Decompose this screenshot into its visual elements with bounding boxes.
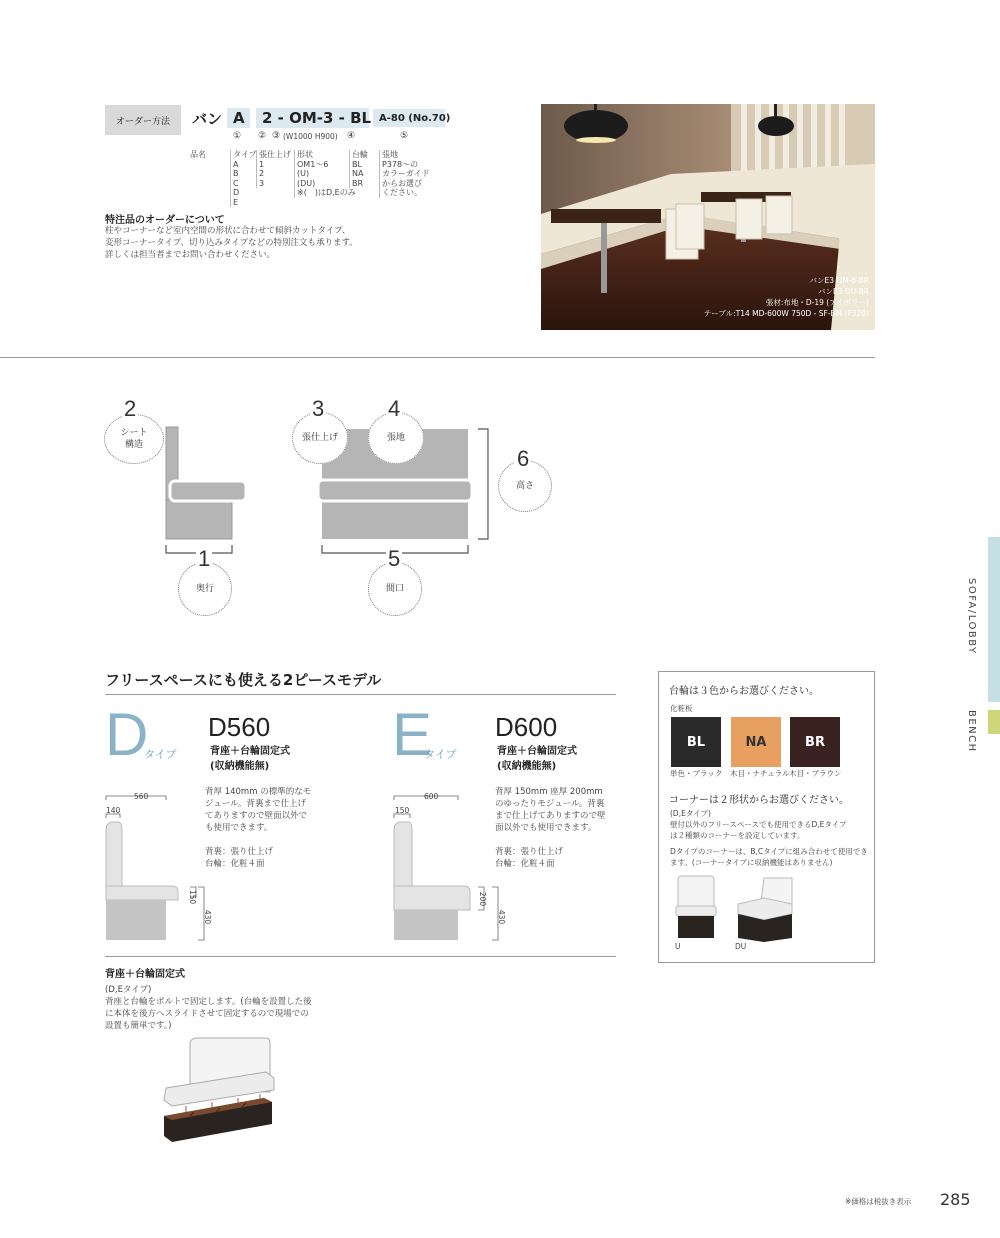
model-e-code: D600 [495,712,558,742]
model-e-desc-3: まで仕上げてありますので壁 [495,811,606,821]
corner-line-1: 壁付以外のフリースペースでも使用できるD,Eタイプ [670,820,847,829]
model-e-sub2: (収納機能無) [497,761,557,772]
front-seat-shape [318,480,472,501]
marker-5: ⑤ [400,131,409,141]
sidebar-subcategory: BENCH [966,710,977,753]
corner-u-label: U [675,942,681,951]
model-d-sub2: (収納機能無) [210,761,270,772]
circle-fabric: 張地 [368,412,424,464]
corner-illustrations [668,874,798,942]
marker-3: ③ [272,131,281,141]
circle-depth: 奥行 [178,562,232,616]
fixed-bench-illustration [160,1036,280,1146]
model-e-desc-2: のゆったりモジュール。背裏 [495,799,605,809]
model-d-dim-back: 140 [106,806,121,815]
col-hariji: 張地 P378～の カラーガイド からお選び ください。 [379,150,430,198]
panel-board-label: 化粧板 [670,704,693,713]
model-d-spec-1: 背裏：張り仕上げ [205,847,274,857]
num-5: 5 [388,546,401,571]
model-d-desc-2: ジュール。背裏まで仕上げ [205,799,306,809]
model-d-letter: D [105,701,149,768]
num-2: 2 [124,396,137,421]
panel-title: 台輪は３色からお選びください。 [669,686,819,697]
photo-caption-3: 張材:布地・D-19 (アイボリー) [765,298,869,307]
page-number: 285 [940,1190,971,1209]
section-title-rule [105,694,616,695]
fixed-line-2: に本体を後方へスライドさせて固定するので現場での [105,1009,309,1019]
col-daiwa: 台輪 BL NA BR [349,150,368,188]
section-title: フリースペースにも使える2ピースモデル [105,671,382,689]
corner-du-label: DU [735,942,747,951]
fixed-line-1: 背座と台輪をボルトで固定します。(台輪を設置した後 [105,997,312,1007]
corner-line-2: は２種類のコーナーを設定しています。 [670,831,805,840]
circle-finish: 張仕上げ [292,412,348,464]
model-e-dim-h: 430 [497,909,507,925]
model-d-desc-3: てありますので壁面以外で [205,811,308,821]
marker-1: ① [233,131,242,141]
sidebar-sub-bar [988,710,1000,734]
photo-caption-2: バンE3 DU-BR [818,287,869,296]
swatch-bl-label: 単色・ブラック [670,769,723,778]
code-shape: 2 - OM-3 - BL [256,108,369,128]
model-e-type-label: タイプ [424,748,457,761]
model-e-spec-1: 背裏：張り仕上げ [495,847,564,857]
product-name: バン [192,110,223,128]
swatch-bl[interactable]: BL [671,717,721,767]
model-e-dim-seat: 200 [478,891,488,907]
num-6: 6 [517,446,530,471]
height-dim [478,429,488,539]
code-type: A [227,108,250,128]
circle-frontage: 間口 [368,562,422,616]
model-e-sub1: 背座＋台輪固定式 [497,746,577,757]
model-d-dim-h: 430 [203,909,213,925]
model-e-dim-w: 600 [424,792,439,801]
side-base-shape [166,500,232,539]
num-3: 3 [312,396,325,421]
corner-sub: (D,Eタイプ) [670,809,711,818]
circle-height: 高さ [498,460,552,512]
col-hinmei: 品名 [190,150,206,159]
special-order-line-1: 柱やコーナーなど室内空間の形状に合わせて傾斜カットタイプ、 [105,226,351,236]
col-harishiage: 張仕上げ 1 2 3 [256,150,291,188]
photo-caption-4: テーブル:T14 MD-600W 750D - SF-BM (P320) [703,309,869,318]
model-d-desc-1: 背厚 140mm の標準的なモ [205,787,312,797]
fixed-sub: (D,Eタイプ) [105,985,152,995]
model-d-desc-4: も使用できます。 [205,823,273,833]
model-e-desc-1: 背厚 150mm 座厚 200mm [495,787,603,797]
model-d-spec-2: 台輪：化粧４面 [205,859,265,869]
marker-2: ② [258,131,267,141]
swatch-br[interactable]: BR [790,717,840,767]
corner-title: コーナーは２形状からお選びください。 [669,795,849,806]
special-order-title: 特注品のオーダーについて [105,215,225,226]
sidebar-category-bar [988,537,1000,702]
model-d-type-label: タイプ [144,748,177,761]
photo-caption-1: バンE3 OM-6-BR [809,276,869,285]
order-method-label: オーダー方法 [105,105,181,135]
model-d-dim-seat: 150 [188,889,198,905]
size-note: (W1000 H900) [283,132,338,141]
special-order-line-2: 変形コーナータイプ、切り込みタイプなどの特別注文も承ります。 [105,238,358,248]
model-e-desc-4: 面以外でも使用できます。 [495,823,597,833]
fixed-line-3: 設置も簡単です。) [105,1021,172,1031]
circle-seat-structure: シート 構造 [104,414,164,464]
model-e-letter: E [392,701,433,768]
sidebar-category: SOFA/LOBBY [966,578,977,655]
model-d-dim-w: 560 [134,792,149,801]
fixed-title: 背座＋台輪固定式 [105,969,185,980]
code-fabric: A-80 (No.70) [373,109,445,127]
model-d-code: D560 [208,712,271,742]
side-seat-shape [170,481,246,501]
swatch-br-label: 木目・ブラウン [789,769,842,778]
corner-note-1: Dタイプのコーナーは、B,Cタイプに組み合わせて使用でき [670,847,868,856]
model-d-sub1: 背座＋台輪固定式 [210,746,290,757]
marker-4: ④ [347,131,356,141]
model-e-dim-back: 150 [395,806,410,815]
corner-note-2: ます。(コーナータイプに収納機能はありません) [670,858,833,867]
divider-mid [105,956,616,957]
swatch-na-label: 木目・ナチュラル [730,769,790,778]
num-4: 4 [388,396,401,421]
footer-note: ※価格は税抜き表示 [845,1197,912,1206]
special-order-line-3: 詳しくは担当者までお問い合わせください。 [105,250,276,260]
col-type: タイプ A B C D E [230,150,257,207]
col-keijo: 形状 OM1～6 (U) (DU) ※( )はD,Eのみ [294,150,356,198]
num-1: 1 [198,546,211,571]
model-e-spec-2: 台輪：化粧４面 [495,859,555,869]
swatch-na[interactable]: NA [731,717,781,767]
